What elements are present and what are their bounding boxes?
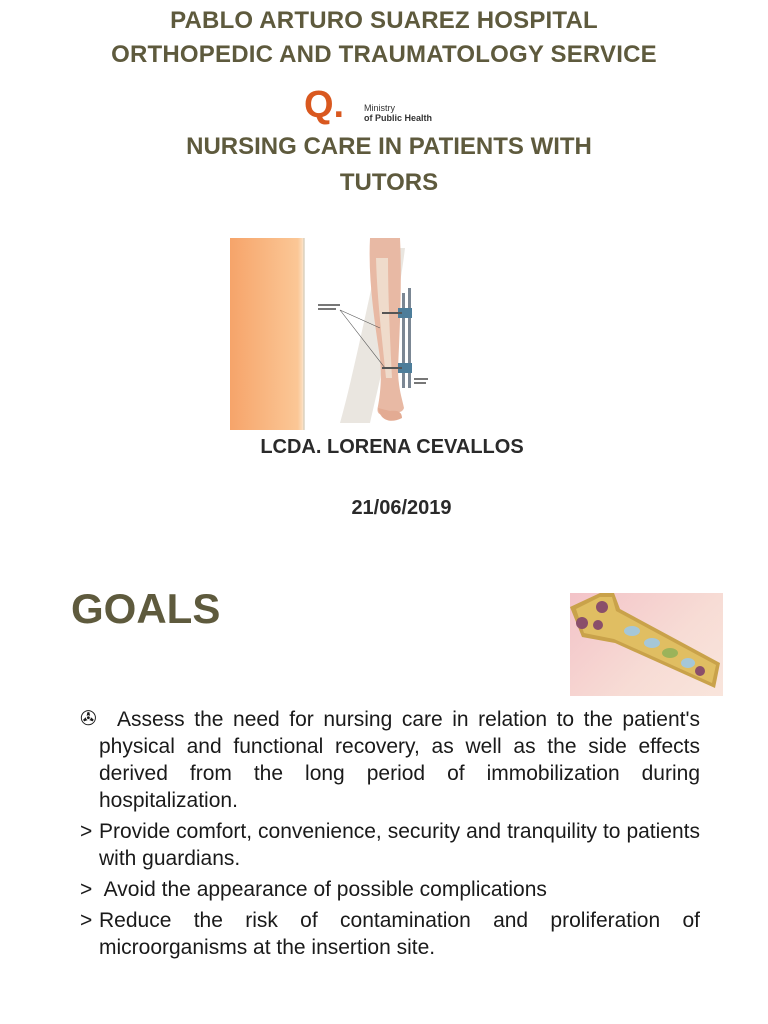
goal-item-1 xyxy=(80,706,700,814)
goal-item-2 xyxy=(80,818,700,872)
goals-list xyxy=(80,706,700,965)
title-line2: TUTORS xyxy=(339,169,439,196)
hospital-name: PABLO ARTURO SUAREZ HOSPITAL xyxy=(170,7,598,34)
goal-text: Assess the need for nursing care in relation to the patient's physical and functional recovery, as well as the side effects derived from the long period of immobilization during hospitalization. xyxy=(99,708,700,812)
logo-mark: Q. xyxy=(304,84,345,126)
goal-text: Avoid the appearance of possible complications xyxy=(99,878,547,901)
presentation-date: 21/06/2019 xyxy=(351,497,452,519)
goal-text: Provide comfort, convenience, security and tranquility to patients with guardians. xyxy=(99,820,700,870)
author-name: LCDA. LORENA CEVALLOS xyxy=(260,436,524,458)
title-line1: NURSING CARE IN PATIENTS WITH xyxy=(186,133,592,160)
goals-heading: GOALS xyxy=(71,585,221,632)
goal-text: Reduce the risk of contamination and proliferation of microorganisms at the insertion site. xyxy=(99,909,700,959)
service-name: ORTHOPEDIC AND TRAUMATOLOGY SERVICE xyxy=(111,41,657,68)
ministry-line2: of Public Health xyxy=(364,113,433,123)
goal-item-3 xyxy=(80,876,700,903)
goal-bullet-icon: > xyxy=(80,820,93,843)
goal-bullet-icon: > xyxy=(80,878,93,901)
ministry-text xyxy=(364,103,432,123)
ministry-line1: Ministry xyxy=(364,103,395,113)
goal-bullet-icon: > xyxy=(80,909,93,932)
goal-bullet-icon: ✇ xyxy=(80,708,97,730)
bone-plate-image xyxy=(570,593,723,696)
leg-fixator-image xyxy=(230,238,456,430)
plate-illustration xyxy=(570,593,723,696)
leg-illustration xyxy=(230,238,456,430)
goal-item-4 xyxy=(80,907,700,961)
